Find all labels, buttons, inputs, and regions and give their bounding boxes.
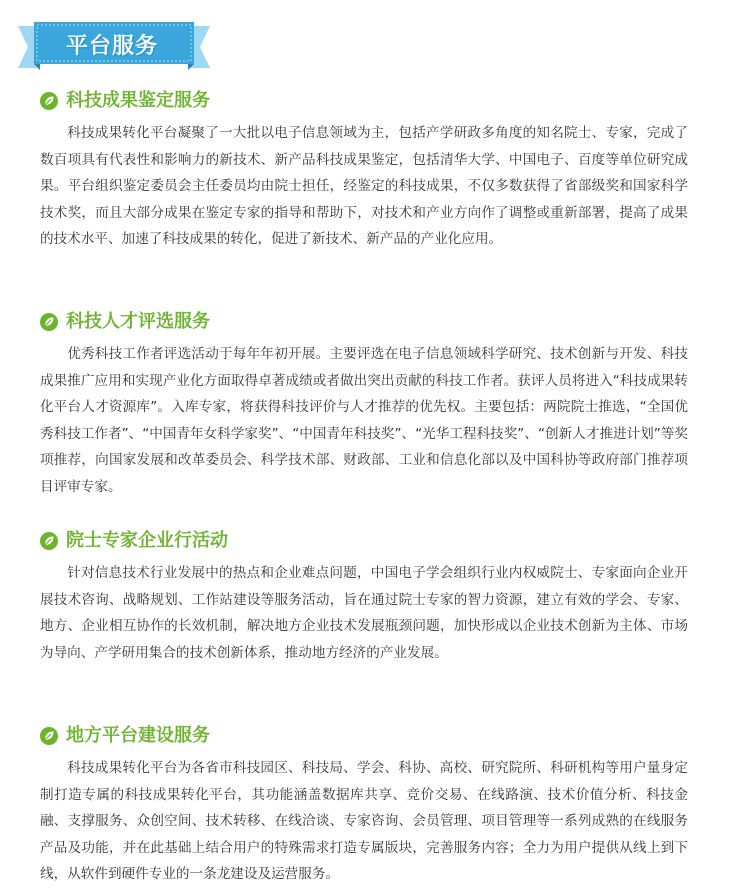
section-title: 科技人才评选服务 bbox=[66, 311, 210, 332]
section-heading bbox=[40, 528, 688, 554]
section-title: 院士专家企业行活动 bbox=[66, 530, 228, 551]
section-banner bbox=[18, 22, 210, 72]
section-heading bbox=[40, 88, 688, 114]
section-local-platform bbox=[40, 723, 688, 888]
leaf-icon bbox=[40, 92, 58, 110]
section-tech-appraisal bbox=[40, 88, 688, 253]
section-body: 针对信息技术行业发展中的热点和企业难点问题，中国电子学会组织行业内权威院士、专家面向企业开展技术咨询、战略规划、工作站建设等服务活动，旨在通过院士专家的智力资源，建立有效的学会、专家、地方、企业相互协作的长效机制，解决地方企业技术发展瓶颈问题，加快形成以企业技术创新为主体、市场为导向、产学研用集合的技术创新体系，推动地方经济的产业发展。 bbox=[40, 565, 688, 661]
leaf-icon bbox=[40, 727, 58, 745]
section-heading bbox=[40, 723, 688, 749]
leaf-icon bbox=[40, 313, 58, 331]
section-heading bbox=[40, 309, 688, 335]
section-title: 地方平台建设服务 bbox=[66, 725, 210, 746]
banner-title: 平台服务 bbox=[66, 34, 159, 59]
section-talent-selection bbox=[40, 309, 688, 500]
section-title: 科技成果鉴定服务 bbox=[66, 90, 210, 111]
section-expert-enterprise-visit bbox=[40, 528, 688, 666]
section-body: 优秀科技工作者评选活动于每年年初开展。主要评选在电子信息领域科学研究、技术创新与开发、科技成果推广应用和实现产业化方面取得卓著成绩或者做出突出贡献的科技工作者。获评人员将进入“科技成果转化平台人才资源库”。入库专家，将获得科技评价与人才推荐的优先权。主要包括：两院院士推选，“全国优秀科技工作者”、“中国青年女科学家奖”、“中国青年科技奖”、“光华工程科技奖”、“创新人才推进计划”等奖项推荐，向国家发展和改革委员会、科学技术部、财政部、工业和信息化部以及中国科协等政府部门推荐项目评审专家。 bbox=[40, 346, 688, 495]
leaf-icon bbox=[40, 532, 58, 550]
section-body: 科技成果转化平台为各省市科技园区、科技局、学会、科协、高校、研究院所、科研机构等用户量身定制打造专属的科技成果转化平台，其功能涵盖数据库共享、竞价交易、在线路演、技术价值分析、科技金融、支撑服务、众创空间、技术转移、在线洽谈、专家咨询、会员管理、项目管理等一系列成熟的在线服务产品及功能，并在此基础上结合用户的特殊需求打造专属版块，完善服务内容；全力为用户提供从线上到下线，从软件到硬件专业的一条龙建设及运营服务。 bbox=[40, 760, 688, 882]
section-body: 科技成果转化平台凝聚了一大批以电子信息领域为主，包括产学研政多角度的知名院士、专家，完成了数百项具有代表性和影响力的新技术、新产品科技成果鉴定，包括清华大学、中国电子、百度等单位研究成果。平台组织鉴定委员会主任委员均由院士担任，经鉴定的科技成果，不仅多数获得了省部级奖和国家科学技术奖，而且大部分成果在鉴定专家的指导和帮助下，对技术和产业方向作了调整或重新部署，提高了成果的技术水平、加速了科技成果的转化，促进了新技术、新产品的产业化应用。 bbox=[40, 125, 688, 247]
